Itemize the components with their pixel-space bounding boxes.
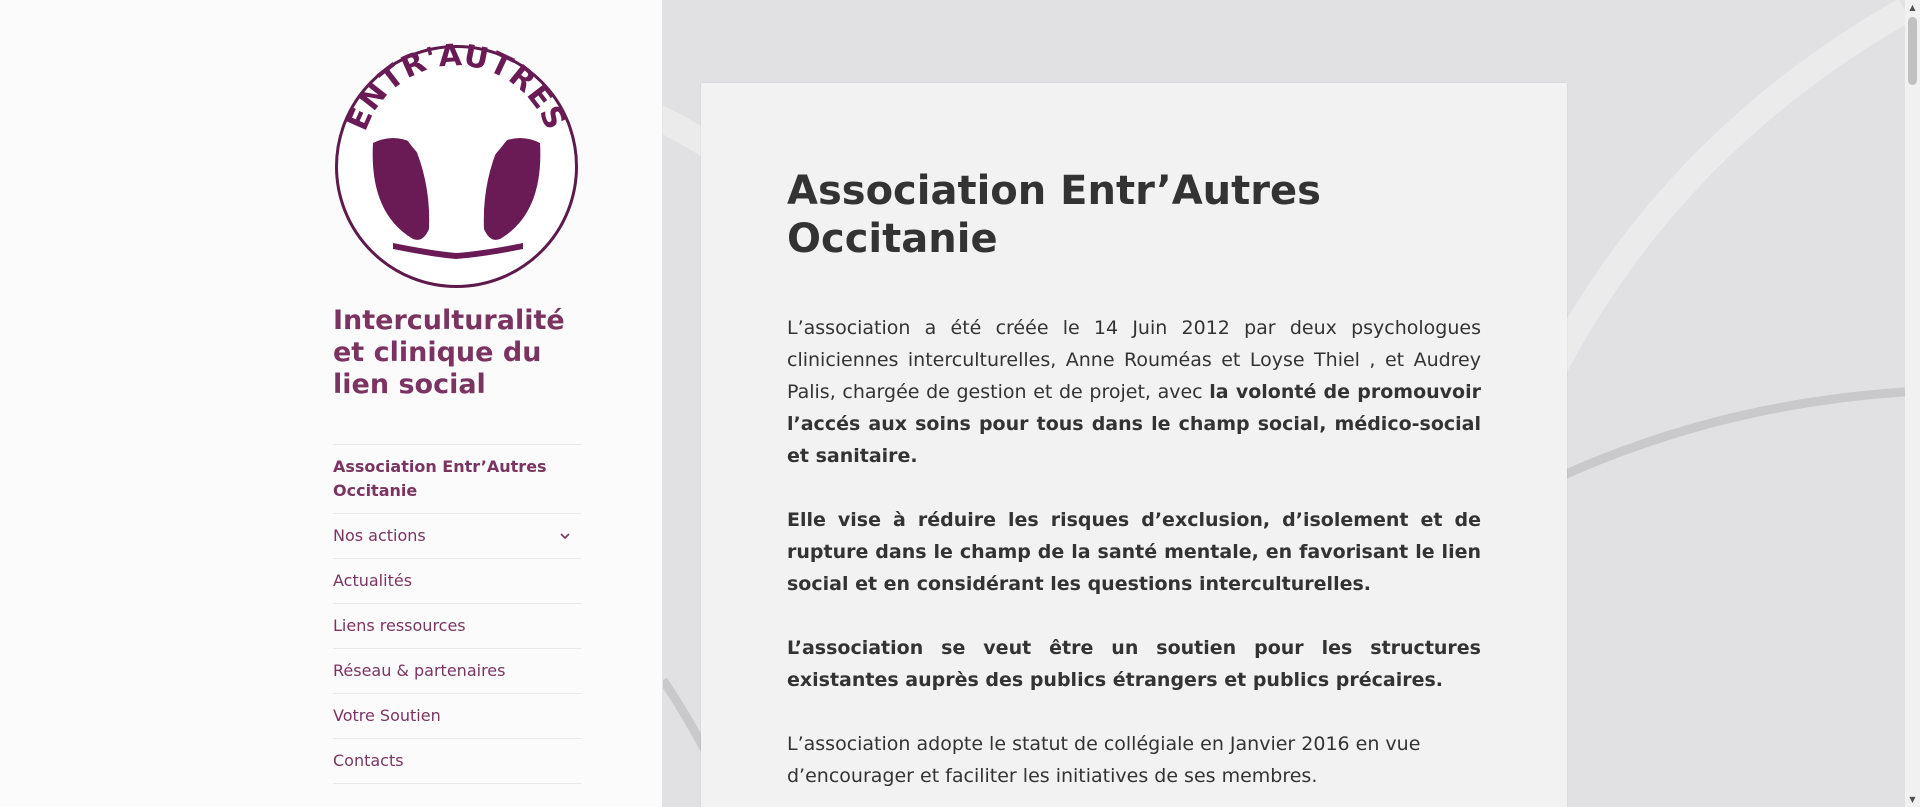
page-scrollbar[interactable] <box>1905 0 1920 807</box>
nav-item-label: Actualités <box>333 571 413 590</box>
nav-item-label: Liens ressources <box>333 616 466 635</box>
site-logo[interactable] <box>333 43 580 290</box>
nav-item-votre-soutien[interactable] <box>333 694 581 739</box>
nav-item-liens-ressources[interactable] <box>333 604 581 649</box>
nav-item-actualites[interactable] <box>333 559 581 604</box>
support-bold-text: L’association se veut être un soutien pour les structures existantes auprès des publics étrangers et publics précaires. <box>787 637 1481 691</box>
nav-item-reseau-partenaires[interactable] <box>333 649 581 694</box>
paragraph-statut <box>787 728 1481 792</box>
intro-bold-text: la volonté de promouvoir l’accés aux soins pour tous dans le champ social, médico-social et sanitaire. <box>787 381 1481 467</box>
nav-item-label: Réseau & partenaires <box>333 661 506 680</box>
chevron-down-icon[interactable] <box>557 524 573 548</box>
page-title: Association Entr’Autres Occitanie <box>787 168 1321 262</box>
entry-content <box>787 312 1481 807</box>
paragraph-support <box>787 632 1481 696</box>
main-navigation <box>333 444 581 784</box>
nav-item-label: Votre Soutien <box>333 706 441 725</box>
scroll-thumb[interactable] <box>1908 17 1917 85</box>
intro-text: L’association a été créée le 14 Juin 2012 par deux psychologues cliniciennes interculturelles, Anne Rouméas et Loyse Thiel , et Audrey Palis, chargée de gestion et de projet, avec <box>787 317 1481 403</box>
logo-arc-text: ENTR'AUTRES <box>340 43 573 136</box>
scroll-down-arrow-icon[interactable]: ▼ <box>1909 795 1916 804</box>
nav-item-association[interactable] <box>333 445 581 514</box>
sidebar <box>0 0 663 807</box>
nav-item-label: Contacts <box>333 751 404 770</box>
site-title[interactable]: Interculturalité et clinique du lien social <box>333 305 565 400</box>
nav-item-nos-actions[interactable] <box>333 514 581 559</box>
mission-bold-text: Elle vise à réduire les risques d’exclusion, d’isolement et de rupture dans le champ de la santé mentale, en favorisant le lien social et en considérant les questions interculturelles. <box>787 509 1481 595</box>
statut-text: L’association adopte le statut de collégiale en Janvier 2016 en vue d’encourager et faciliter les initiatives de ses membres. <box>787 733 1421 787</box>
content-card <box>701 83 1567 807</box>
paragraph-mission <box>787 504 1481 600</box>
nav-item-contacts[interactable] <box>333 739 581 784</box>
paragraph-intro <box>787 312 1481 472</box>
scroll-up-arrow-icon[interactable]: ▲ <box>1909 3 1916 12</box>
nav-item-label: Nos actions <box>333 526 426 545</box>
nav-item-label: Association Entr’Autres Occitanie <box>333 457 547 500</box>
